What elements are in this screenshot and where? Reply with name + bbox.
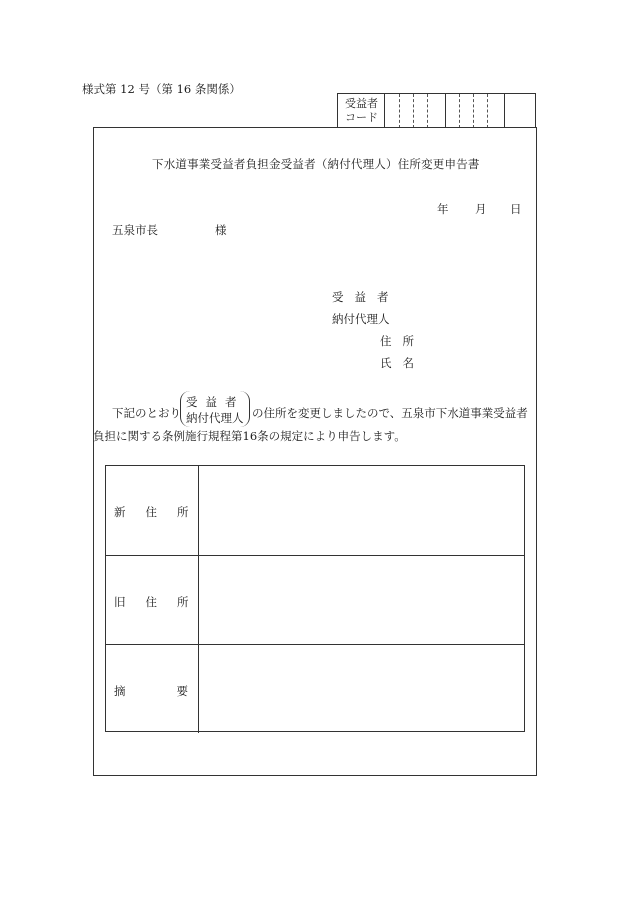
date-day-label: 日 — [510, 202, 522, 216]
new-address-label: 新住所 — [114, 505, 209, 519]
code-digit-divider — [473, 94, 474, 128]
choice-agent: 納付代理人 — [186, 411, 244, 425]
applicant-address-label: 住所 — [380, 334, 425, 348]
date-month-label: 月 — [475, 202, 487, 216]
beneficiary-code-label — [338, 94, 385, 128]
code-group-divider — [504, 94, 505, 128]
details-table — [105, 465, 525, 732]
row-label-cell — [106, 556, 209, 644]
date-year-label: 年 — [437, 202, 449, 216]
addressee: 五泉市長 — [112, 223, 158, 237]
agent-label: 納付代理人 — [332, 312, 390, 326]
code-digit-divider — [427, 94, 428, 128]
code-digit-divider — [459, 94, 460, 128]
applicant-name-label: 氏名 — [380, 356, 425, 370]
remarks-field[interactable] — [199, 645, 524, 733]
new-address-field[interactable] — [199, 466, 524, 555]
table-row — [106, 644, 524, 733]
row-label-cell — [106, 645, 239, 733]
beneficiary-label: 受益者 — [332, 290, 400, 304]
table-row — [106, 466, 524, 555]
code-digit-divider — [399, 94, 400, 128]
row-label-cell — [106, 466, 209, 555]
body-line-2: 負担に関する条例施行規程第16条の規定により申告します。 — [93, 429, 406, 443]
body-suffix: の住所を変更しましたので、五泉市下水道事業受益者 — [252, 406, 528, 420]
old-address-field[interactable] — [199, 556, 524, 644]
document-title: 下水道事業受益者負担金受益者（納付代理人）住所変更申告書 — [152, 157, 480, 171]
beneficiary-code-box — [337, 93, 536, 128]
form-number: 様式第 12 号（第 16 条関係） — [82, 82, 241, 96]
code-label-line1: 受益者 — [345, 97, 378, 110]
body-prefix: 下記のとおり — [112, 406, 181, 420]
code-group-divider — [445, 94, 446, 128]
code-digit-divider — [413, 94, 414, 128]
code-label-line2: コード — [345, 111, 378, 124]
table-row — [106, 555, 524, 644]
code-digit-divider — [487, 94, 488, 128]
old-address-label: 旧住所 — [114, 595, 209, 609]
choice-beneficiary: 受益者 — [186, 395, 245, 409]
honorific: 様 — [215, 223, 227, 237]
remarks-label: 摘要 — [114, 684, 239, 698]
